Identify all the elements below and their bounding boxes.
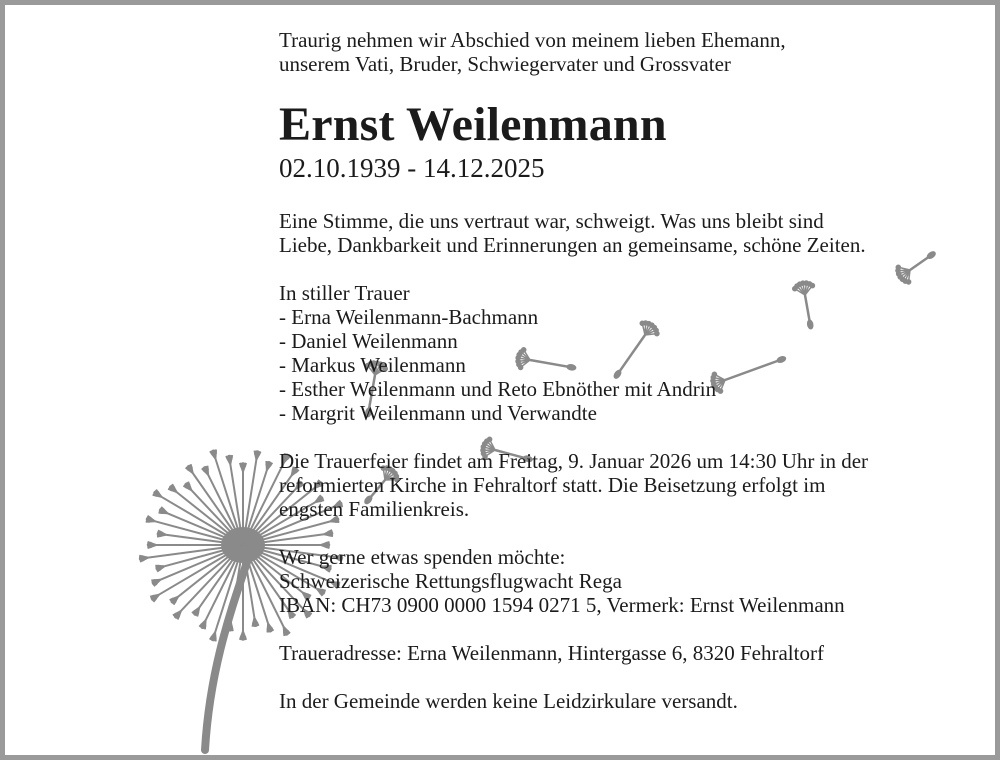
- mourners-section: [279, 281, 979, 425]
- ceremony-info: [279, 449, 979, 521]
- mourner-item: - Esther Weilenmann und Reto Ebnöther mit Andrin: [279, 377, 717, 401]
- mourner-item: - Erna Weilenmann-Bachmann: [279, 305, 539, 329]
- deceased-name: Ernst Weilenmann: [279, 98, 667, 151]
- donation-line: Schweizerische Rettungsflugwacht Rega: [279, 569, 622, 593]
- closing-note: [279, 689, 979, 713]
- life-dates: 02.10.1939 - 14.12.2025: [279, 153, 545, 183]
- obituary-card: [5, 5, 995, 755]
- address-info: [279, 641, 979, 665]
- mourning-address: Traueradresse: Erna Weilenmann, Hintergasse 6, 8320 Fehraltorf: [279, 641, 824, 665]
- donation-info: [279, 545, 979, 617]
- mourners-heading: In stiller Trauer: [279, 281, 410, 305]
- quote-line: Eine Stimme, die uns vertraut war, schweigt. Was uns bleibt sind: [279, 209, 824, 233]
- closing-note-text: In der Gemeinde werden keine Leidzirkulare versandt.: [279, 689, 738, 713]
- mourner-item: - Daniel Weilenmann: [279, 329, 458, 353]
- quote: [279, 209, 979, 257]
- quote-line: Liebe, Dankbarkeit und Erinnerungen an gemeinsame, schöne Zeiten.: [279, 233, 866, 257]
- ceremony-line: reformierten Kirche in Fehraltorf statt. Die Beisetzung erfolgt im: [279, 473, 826, 497]
- ceremony-line: Die Trauerfeier findet am Freitag, 9. Januar 2026 um 14:30 Uhr in der: [279, 449, 869, 473]
- intro-line: unserem Vati, Bruder, Schwiegervater und Grossvater: [279, 52, 731, 76]
- donation-line: Wer gerne etwas spenden möchte:: [279, 545, 566, 569]
- donation-iban: IBAN: CH73 0900 0000 1594 0271 5, Vermerk: Ernst Weilenmann: [279, 593, 845, 617]
- ceremony-line: engsten Familienkreis.: [279, 497, 470, 521]
- obituary-text: [279, 28, 979, 713]
- intro-line: Traurig nehmen wir Abschied von meinem lieben Ehemann,: [279, 28, 786, 52]
- intro-text: [279, 28, 979, 76]
- mourner-item: - Markus Weilenmann: [279, 353, 466, 377]
- mourner-item: - Margrit Weilenmann und Verwandte: [279, 401, 597, 425]
